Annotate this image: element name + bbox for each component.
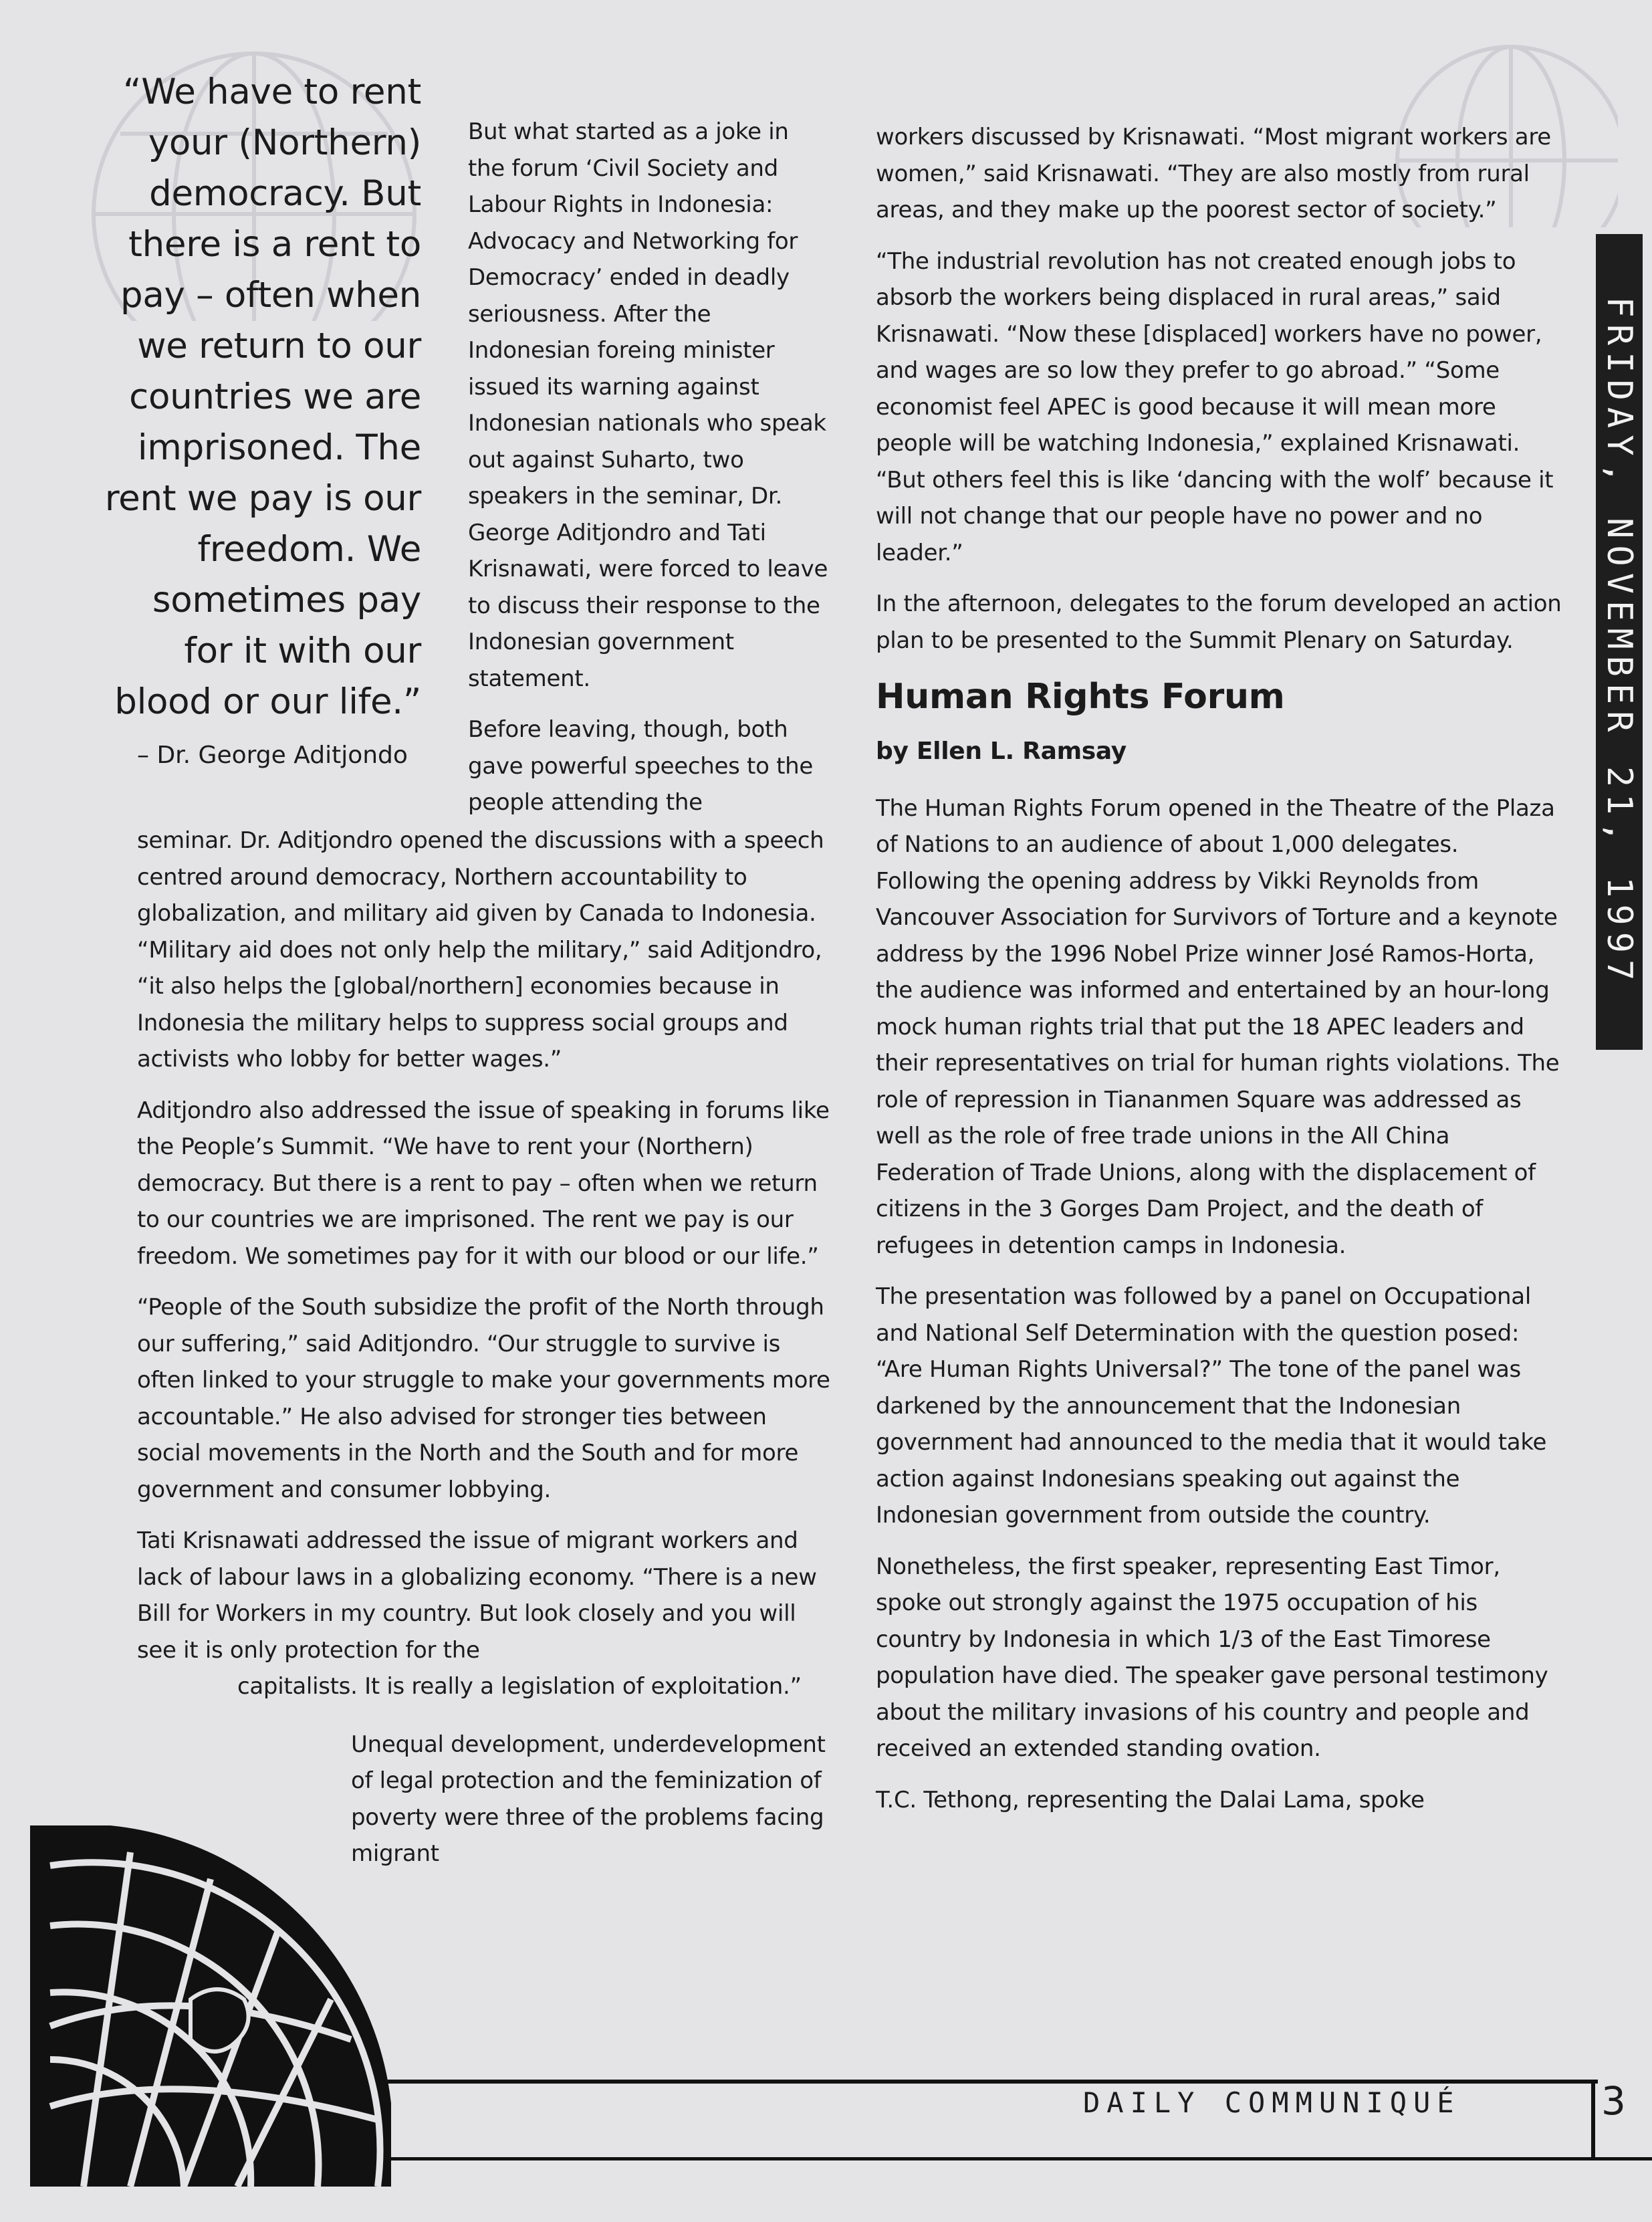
paragraph: The presentation was followed by a panel on Occupational and National Self Determination with the question posed: “Are Human Rights Universal?” The tone of the panel was darkened by the announcement that the Indonesian government had announced to the media that it would take action against Indonesians speaking out against the Indonesian government from outside the country. [876,1283,1547,1529]
article-column-middle [468,114,829,836]
page-number: 3 [1601,2078,1626,2124]
paragraph: Nonetheless, the first speaker, representing East Timor, spoke out strongly against the 1975 occupation of his country by Indonesia in which 1/3 of the East Timorese population have died. The speaker gave personal testimony about the military invasions of his country and people and received an extended standing ovation. [876,1553,1548,1762]
pull-quote-line: democracy. But [149,173,421,214]
article-column-left [137,822,832,1887]
pull-quote [67,67,421,728]
article-column-right [876,119,1564,1833]
pull-quote-line: blood or our life.” [114,681,421,722]
pull-quote-line: countries we are [129,376,421,417]
pull-quote-line: rent we pay is our [104,478,421,519]
paragraph-tail: capitalists. It is really a legislation of exploitation.” [237,1673,802,1700]
paragraph: workers discussed by Krisnawati. “Most migrant workers are women,” said Krisnawati. “They are also mostly from rural areas, and they make up the poorest sector of society.” [876,124,1551,223]
section-title: Human Rights Forum [876,677,1285,717]
paragraph: “The industrial revolution has not created enough jobs to absorb the workers being displaced in rural areas,” said Krisnawati. “Now these [displaced] workers have no power, and wages are so low they prefer to go abroad.” “Some economist feel APEC is good because it will mean more people will be watching Indonesia,” explained Krisnawati. “But others feel this is like ‘dancing with the wolf’ because it will not change that our people have no power and no leader.” [876,247,1554,566]
paragraph: Aditjondro also addressed the issue of speaking in forums like the People’s Summit. “We have to rent your (Northern) democracy. But there is a rent to pay – often when we return to our countries we are imprisoned. The rent we pay is our freedom. We sometimes pay for it with our blood or our life.” [137,1097,830,1270]
pull-quote-line: we return to our [137,326,421,366]
paragraph: In the afternoon, delegates to the forum developed an action plan to be presented to the Summit Plenary on Saturday. [876,590,1562,654]
paragraph: “People of the South subsidize the profit of the North through our suffering,” said Aditjondro. “Our struggle to survive is often linked to your struggle to make your governments more accountable.” He also advised for stronger ties between social movements in the North and the South and for more government and consumer lobbying. [137,1294,830,1503]
pull-quote-line: “We have to rent [123,72,421,112]
paragraph: seminar. Dr. Aditjondro opened the discussions with a speech centred around democracy, Northern accountability to globalization, and military aid given by Canada to Indonesia. “Military aid does not only help the military,” said Aditjondro, “it also helps the [global/northern] economies because in Indonesia the military helps to suppress social groups and activists who lobby for better wages.” [137,827,824,1073]
pull-quote-line: freedom. We [197,529,421,570]
pull-quote-line: your (Northern) [148,122,421,163]
paragraph: Tati Krisnawati addressed the issue of migrant workers and lack of labour laws in a globalizing economy. “There is a new Bill for Workers in my country. But look closely and you will see it is only protection for the [137,1527,817,1664]
pull-quote-line: for it with our [184,631,421,671]
footer-rule-top [388,2080,1598,2084]
paragraph: Unequal development, underdevelopment of legal protection and the feminization of poverty were three of the problems facing migrant [351,1731,826,1867]
paragraph: But what started as a joke in the forum ‘Civil Society and Labour Rights in Indonesia: Advocacy and Networking for Democracy’ ended in deadly seriousness. After the Indonesian foreing minister issued its warning against Indonesian nationals who speak out against Suharto, two speakers in the seminar, Dr. George Aditjondro and Tati Krisnawati, were forced to leave to discuss their response to the Indonesian government statement. [468,118,828,692]
footer-rule-bottom [388,2157,1652,2160]
globe-graphic [30,1825,391,2189]
footer-title: DAILY COMMUNIQUÉ [1083,2086,1461,2119]
paragraph: The Human Rights Forum opened in the Theatre of the Plaza of Nations to an audience of about 1,000 delegates. Following the opening address by Vikki Reynolds from Vancouver Association for Survivors of Torture and a keynote address by the 1996 Nobel Prize winner José Ramos-Horta, the audience was informed and entertained by an hour-long mock human rights trial that put the 18 APEC leaders and their representatives on trial for human rights violations. The role of repression in Tiananmen Square was addressed as well as the role of free trade unions in the All China Federation of Trade Unions, along with the displacement of citizens in the 3 Gorges Dam Project, and the death of refugees in detention camps in Indonesia. [876,794,1560,1259]
paragraph: T.C. Tethong, representing the Dalai Lama, spoke [876,1786,1425,1813]
pull-quote-line: there is a rent to [128,224,421,265]
pull-quote-line: imprisoned. The [137,427,421,468]
date-banner-text: FRIDAY, NOVEMBER 21, 1997 [1599,296,1639,988]
pull-quote-line: pay – often when [120,275,421,316]
paragraph: Before leaving, though, both gave powerful speeches to the people attending the [468,716,813,816]
footer-divider [1591,2080,1595,2160]
pull-quote-attribution: – Dr. George Aditjondo [137,742,408,769]
pull-quote-line: sometimes pay [152,580,421,621]
byline: by Ellen L. Ramsay [876,738,1127,765]
